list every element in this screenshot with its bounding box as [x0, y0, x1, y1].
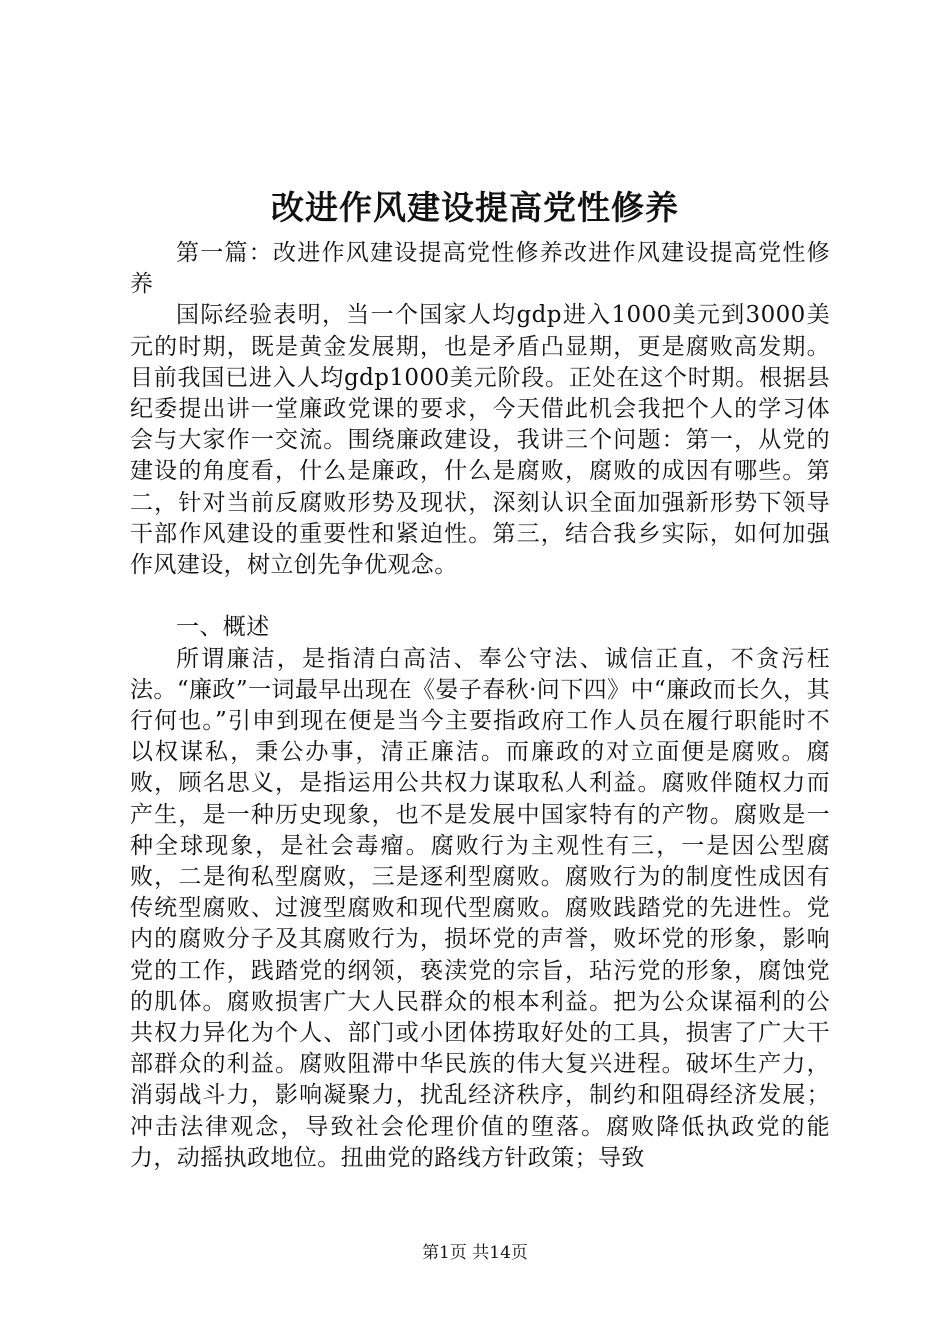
section-heading-overview: 一、概述: [176, 614, 270, 641]
paragraph-heading-first-article: 第一篇：改进作风建设提高党性修养改进作风建设提高党性修养: [130, 240, 830, 298]
document-body: [130, 238, 830, 1174]
paragraph-overview-body: 所谓廉洁，是指清白高洁、奉公守法、诚信正直，不贪污枉法。“廉政”一词最早出现在《晏子春秋·问下四》中“廉政而长久，其行何也。”引申到现在便是当今主要指政府工作人员在履行职能时不以权谋私，秉公办事，清正廉洁。而廉政的对立面便是腐败。腐败，顾名思义，是指运用公共权力谋取私人利益。腐败伴随权力而产生，是一种历史现象，也不是发展中国家特有的产物。腐败是一种全球现象，是社会毒瘤。腐败行为主观性有三，一是因公型腐败，二是徇私型腐败，三是逐利型腐败。腐败行为的制度性成因有传统型腐败、过渡型腐败和现代型腐败。腐败践踏党的先进性。党内的腐败分子及其腐败行为，损坏党的声誉，败坏党的形象，影响党的工作，践踏党的纲领，亵渎党的宗旨，玷污党的形象，腐蚀党的肌体。腐败损害广大人民群众的根本利益。把为公众谋福利的公共权力异化为个人、部门或小团体捞取好处的工具，损害了广大干部群众的利益。腐败阻滞中华民族的伟大复兴进程。破坏生产力，消弱战斗力，影响凝聚力，扰乱经济秩序，制约和阻碍经济发展；冲击法律观念，导致社会伦理价值的堕落。腐败降低执政党的能力，动摇执政地位。扭曲党的路线方针政策；导致: [130, 645, 830, 1171]
page-footer: 第1页 共14页: [422, 1243, 528, 1263]
document-title: 改进作风建设提高党性修养: [271, 188, 679, 227]
paragraph-intro: 国际经验表明，当一个国家人均gdp进入1000美元到3000美元的时期，既是黄金发展期，也是矛盾凸显期，更是腐败高发期。目前我国已进入人均gdp1000美元阶段。正处在这个时期。根据县纪委提出讲一堂廉政党课的要求，今天借此机会我把个人的学习体会与大家作一交流。围绕廉政建设，我讲三个问题：第一，从党的建设的角度看，什么是廉政，什么是腐败，腐败的成因有哪些。第二，针对当前反腐败形势及现状，深刻认识全面加强新形势下领导干部作风建设的重要性和紧迫性。第三，结合我乡实际，如何加强作风建设，树立创先争优观念。: [130, 302, 830, 579]
